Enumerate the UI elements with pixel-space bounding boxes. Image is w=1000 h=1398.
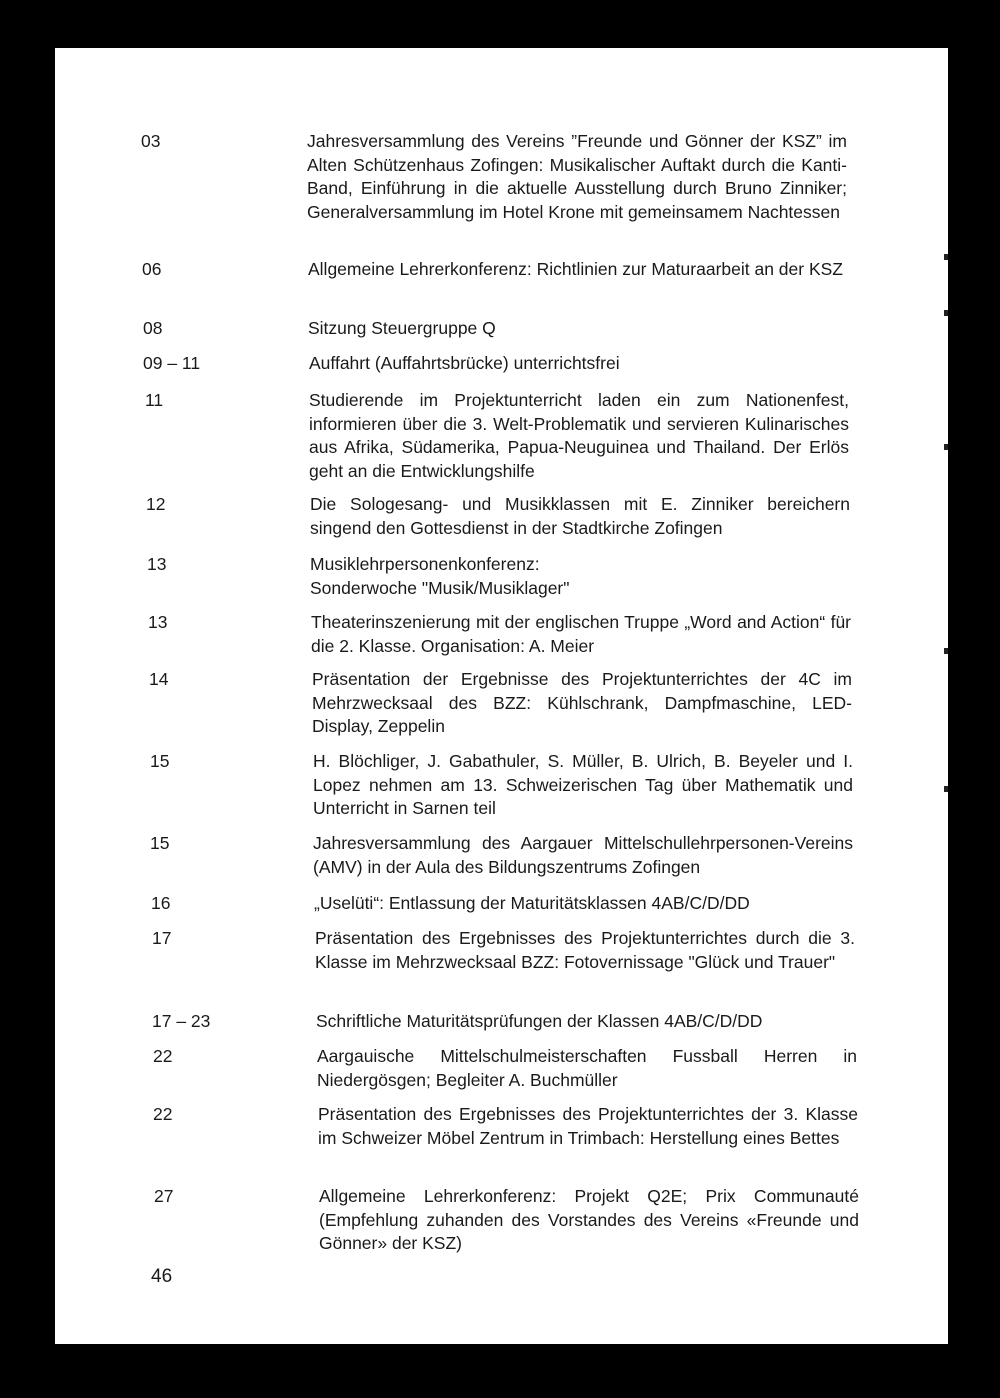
- entry-text: Schriftliche Maturitätsprüfungen der Klassen 4AB/C/D/DD: [316, 1011, 763, 1031]
- entry-text: Auffahrt (Auffahrtsbrücke) unterrichtsfrei: [309, 353, 620, 373]
- entry-text: Präsentation des Ergebnisses des Projektunterrichtes durch die 3. Klasse im Mehrzwecksaal BZZ: Fotovernissage "Glück und Trauer": [315, 928, 855, 972]
- entry-date: 12: [146, 494, 166, 514]
- entry-date: 17 – 23: [152, 1011, 211, 1031]
- entry-text: Sitzung Steuergruppe Q: [308, 318, 496, 338]
- entry-date: 03: [141, 131, 161, 151]
- entry-date: 08: [143, 318, 163, 338]
- entry-date: 16: [151, 893, 171, 913]
- entry-date: 11: [145, 390, 164, 410]
- scan-mark: [944, 786, 948, 792]
- entry-text: H. Blöchliger, J. Gabathuler, S. Müller, B. Ulrich, B. Beyeler und I. Lopez nehmen am 13. Schweizerischen Tag über Mathematik und Unterricht in Sarnen teil: [313, 751, 853, 818]
- entry-text: Präsentation des Ergebnisses des Projektunterrichtes der 3. Klasse im Schweizer Möbel Zentrum in Trimbach: Herstellung eines Bettes: [318, 1104, 858, 1148]
- entry-text: Allgemeine Lehrerkonferenz: Projekt Q2E; Prix Communauté (Empfehlung zuhanden des Vorstandes des Vereins «Freunde und Gönner» der KSZ): [319, 1186, 859, 1253]
- scan-mark: [944, 444, 948, 450]
- page-number: 46: [151, 1266, 173, 1287]
- entry-date: 09 – 11: [143, 353, 201, 373]
- entry-text: Theaterinszenierung mit der englischen Truppe „Word and Action“ für die 2. Klasse. Organisation: A. Meier: [311, 612, 851, 656]
- entry-date: 13: [147, 554, 167, 574]
- entry-text: Allgemeine Lehrerkonferenz: Richtlinien zur Maturaarbeit an der KSZ: [308, 259, 843, 279]
- entry-date: 22: [153, 1046, 173, 1066]
- entry-date: 13: [148, 612, 168, 632]
- entry-date: 22: [153, 1104, 173, 1124]
- scan-mark: [944, 648, 948, 654]
- scan-mark: [944, 254, 948, 260]
- entry-text: „Uselüti“: Entlassung der Maturitätsklassen 4AB/C/D/DD: [314, 893, 750, 913]
- entry-text: Die Sologesang- und Musikklassen mit E. Zinniker bereichern singend den Gottesdienst in der Stadtkirche Zofingen: [310, 494, 850, 538]
- entry-date: 15: [150, 833, 170, 853]
- entry-date: 27: [154, 1186, 174, 1206]
- entry-date: 15: [150, 751, 170, 771]
- entry-text: Jahresversammlung des Vereins ”Freunde und Gönner der KSZ” im Alten Schützenhaus Zofingen: Musikalischer Auftakt durch die Kanti-Band, Einführung in die aktuelle Ausstellung durch Bruno Zinniker; Generalversammlung im Hotel Krone mit gemeinsamem Nachtessen: [307, 131, 847, 222]
- scan-mark: [944, 310, 948, 316]
- entry-date: 06: [142, 259, 162, 279]
- entry-date: 14: [149, 669, 169, 689]
- entry-text: Jahresversammlung des Aargauer Mittelschullehrpersonen-Vereins (AMV) in der Aula des Bildungszentrums Zofingen: [313, 833, 853, 877]
- document-page: [55, 48, 948, 1344]
- entry-text: Aargauische Mittelschulmeisterschaften Fussball Herren in Niedergösgen; Begleiter A. Buchmüller: [317, 1046, 857, 1090]
- entry-text: Studierende im Projektunterricht laden ein zum Nationenfest, informieren über die 3. Welt-Problematik und servieren Kulinarisches aus Afrika, Südamerika, Papua-Neuguinea und Thailand. Der Erlös geht an die Entwicklungshilfe: [309, 390, 849, 481]
- entry-text: Musiklehrpersonenkonferenz: Sonderwoche "Musik/Musiklager": [310, 554, 570, 598]
- entry-text: Präsentation der Ergebnisse des Projektunterrichtes der 4C im Mehrzwecksaal des BZZ: Kühlschrank, Dampfmaschine, LED-Display, Zeppelin: [312, 669, 852, 736]
- entry-date: 17: [152, 928, 172, 948]
